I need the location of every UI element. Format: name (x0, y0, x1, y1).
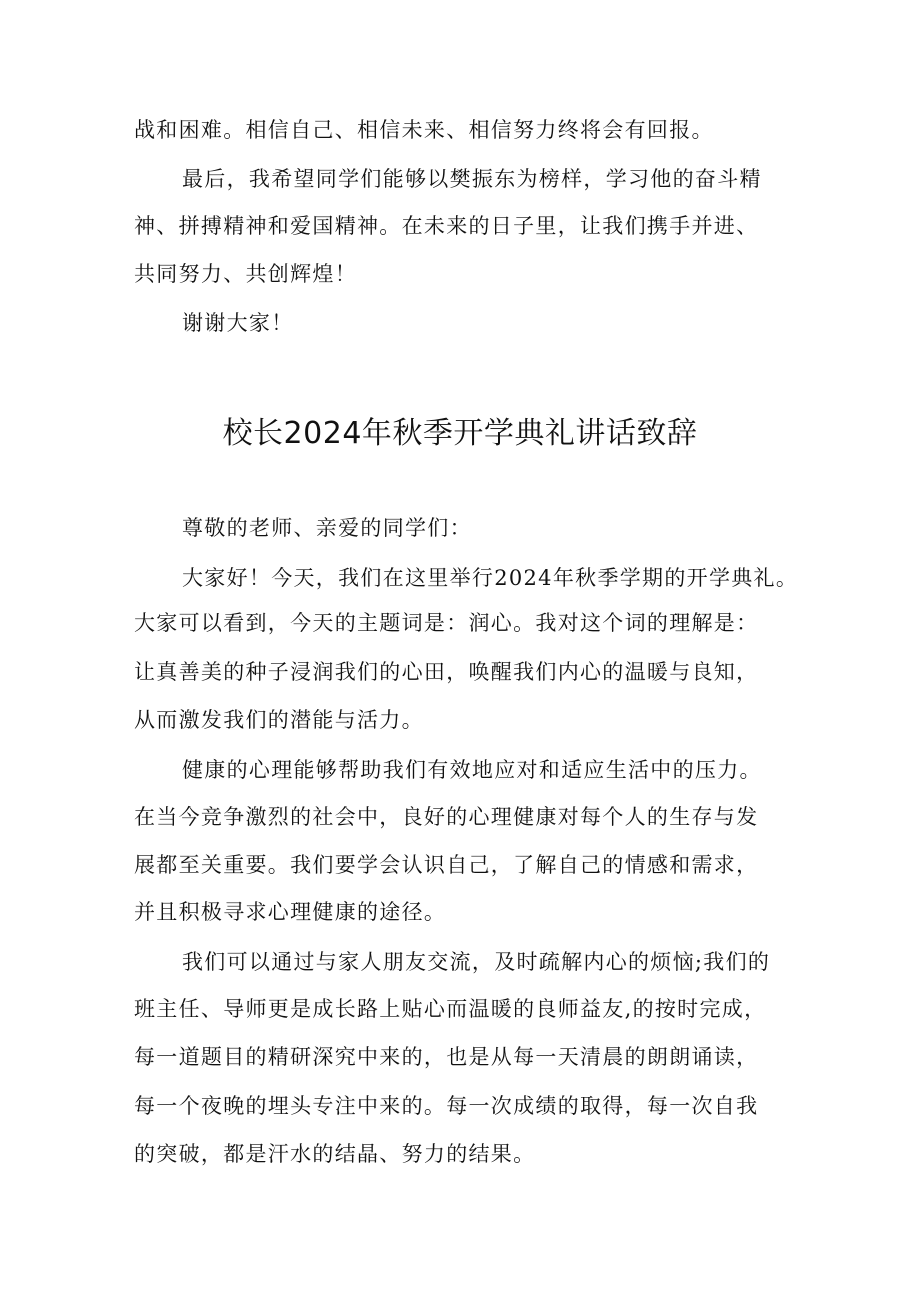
paragraph-line: 每一个夜晚的埋头专注中来的。每一次成绩的取得，每一次自我 (134, 1094, 759, 1118)
paragraph-line: 健康的心理能够帮助我们有效地应对和适应生活中的压力。 (182, 758, 762, 782)
paragraph-line: 每一道题目的精研深究中来的，也是从每一天清晨的朗朗诵读， (134, 1045, 759, 1069)
paragraph-line: 大家好！今天，我们在这里举行2024年秋季学期的开学典礼。 (182, 566, 799, 590)
paragraph-line: 大家可以看到，今天的主题词是：润心。我对这个词的理解是： (134, 611, 759, 635)
paragraph-line: 从而激发我们的潜能与活力。 (134, 708, 424, 732)
paragraph-line: 谢谢大家！ (182, 311, 294, 335)
paragraph-line: 在当今竞争激烈的社会中，良好的心理健康对每个人的生存与发 (134, 805, 759, 829)
document-title: 校长2024年秋季开学典礼讲话致辞 (222, 416, 698, 451)
paragraph-line: 共同努力、共创辉煌！ (134, 262, 357, 286)
paragraph-line: 神、拼搏精神和爱国精神。在未来的日子里，让我们携手并进、 (134, 214, 759, 238)
paragraph-line: 展都至关重要。我们要学会认识自己，了解自己的情感和需求， (134, 853, 759, 877)
paragraph-line: 最后，我希望同学们能够以樊振东为榜样，学习他的奋斗精 (182, 167, 762, 191)
paragraph-line: 的突破，都是汗水的结晶、努力的结果。 (134, 1142, 536, 1166)
salutation-line: 尊敬的老师、亲爱的同学们： (182, 516, 472, 540)
paragraph-line: 班主任、导师更是成长路上贴心而温暖的良师益友,的按时完成， (134, 997, 767, 1021)
paragraph-line: 并且积极寻求心理健康的途径。 (134, 900, 447, 924)
paragraph-line: 战和困难。相信自己、相信未来、相信努力终将会有回报。 (134, 118, 714, 142)
paragraph-line: 我们可以通过与家人朋友交流，及时疏解内心的烦恼;我们的 (182, 950, 771, 974)
paragraph-line: 让真善美的种子浸润我们的心田，唤醒我们内心的温暖与良知， (134, 660, 759, 684)
